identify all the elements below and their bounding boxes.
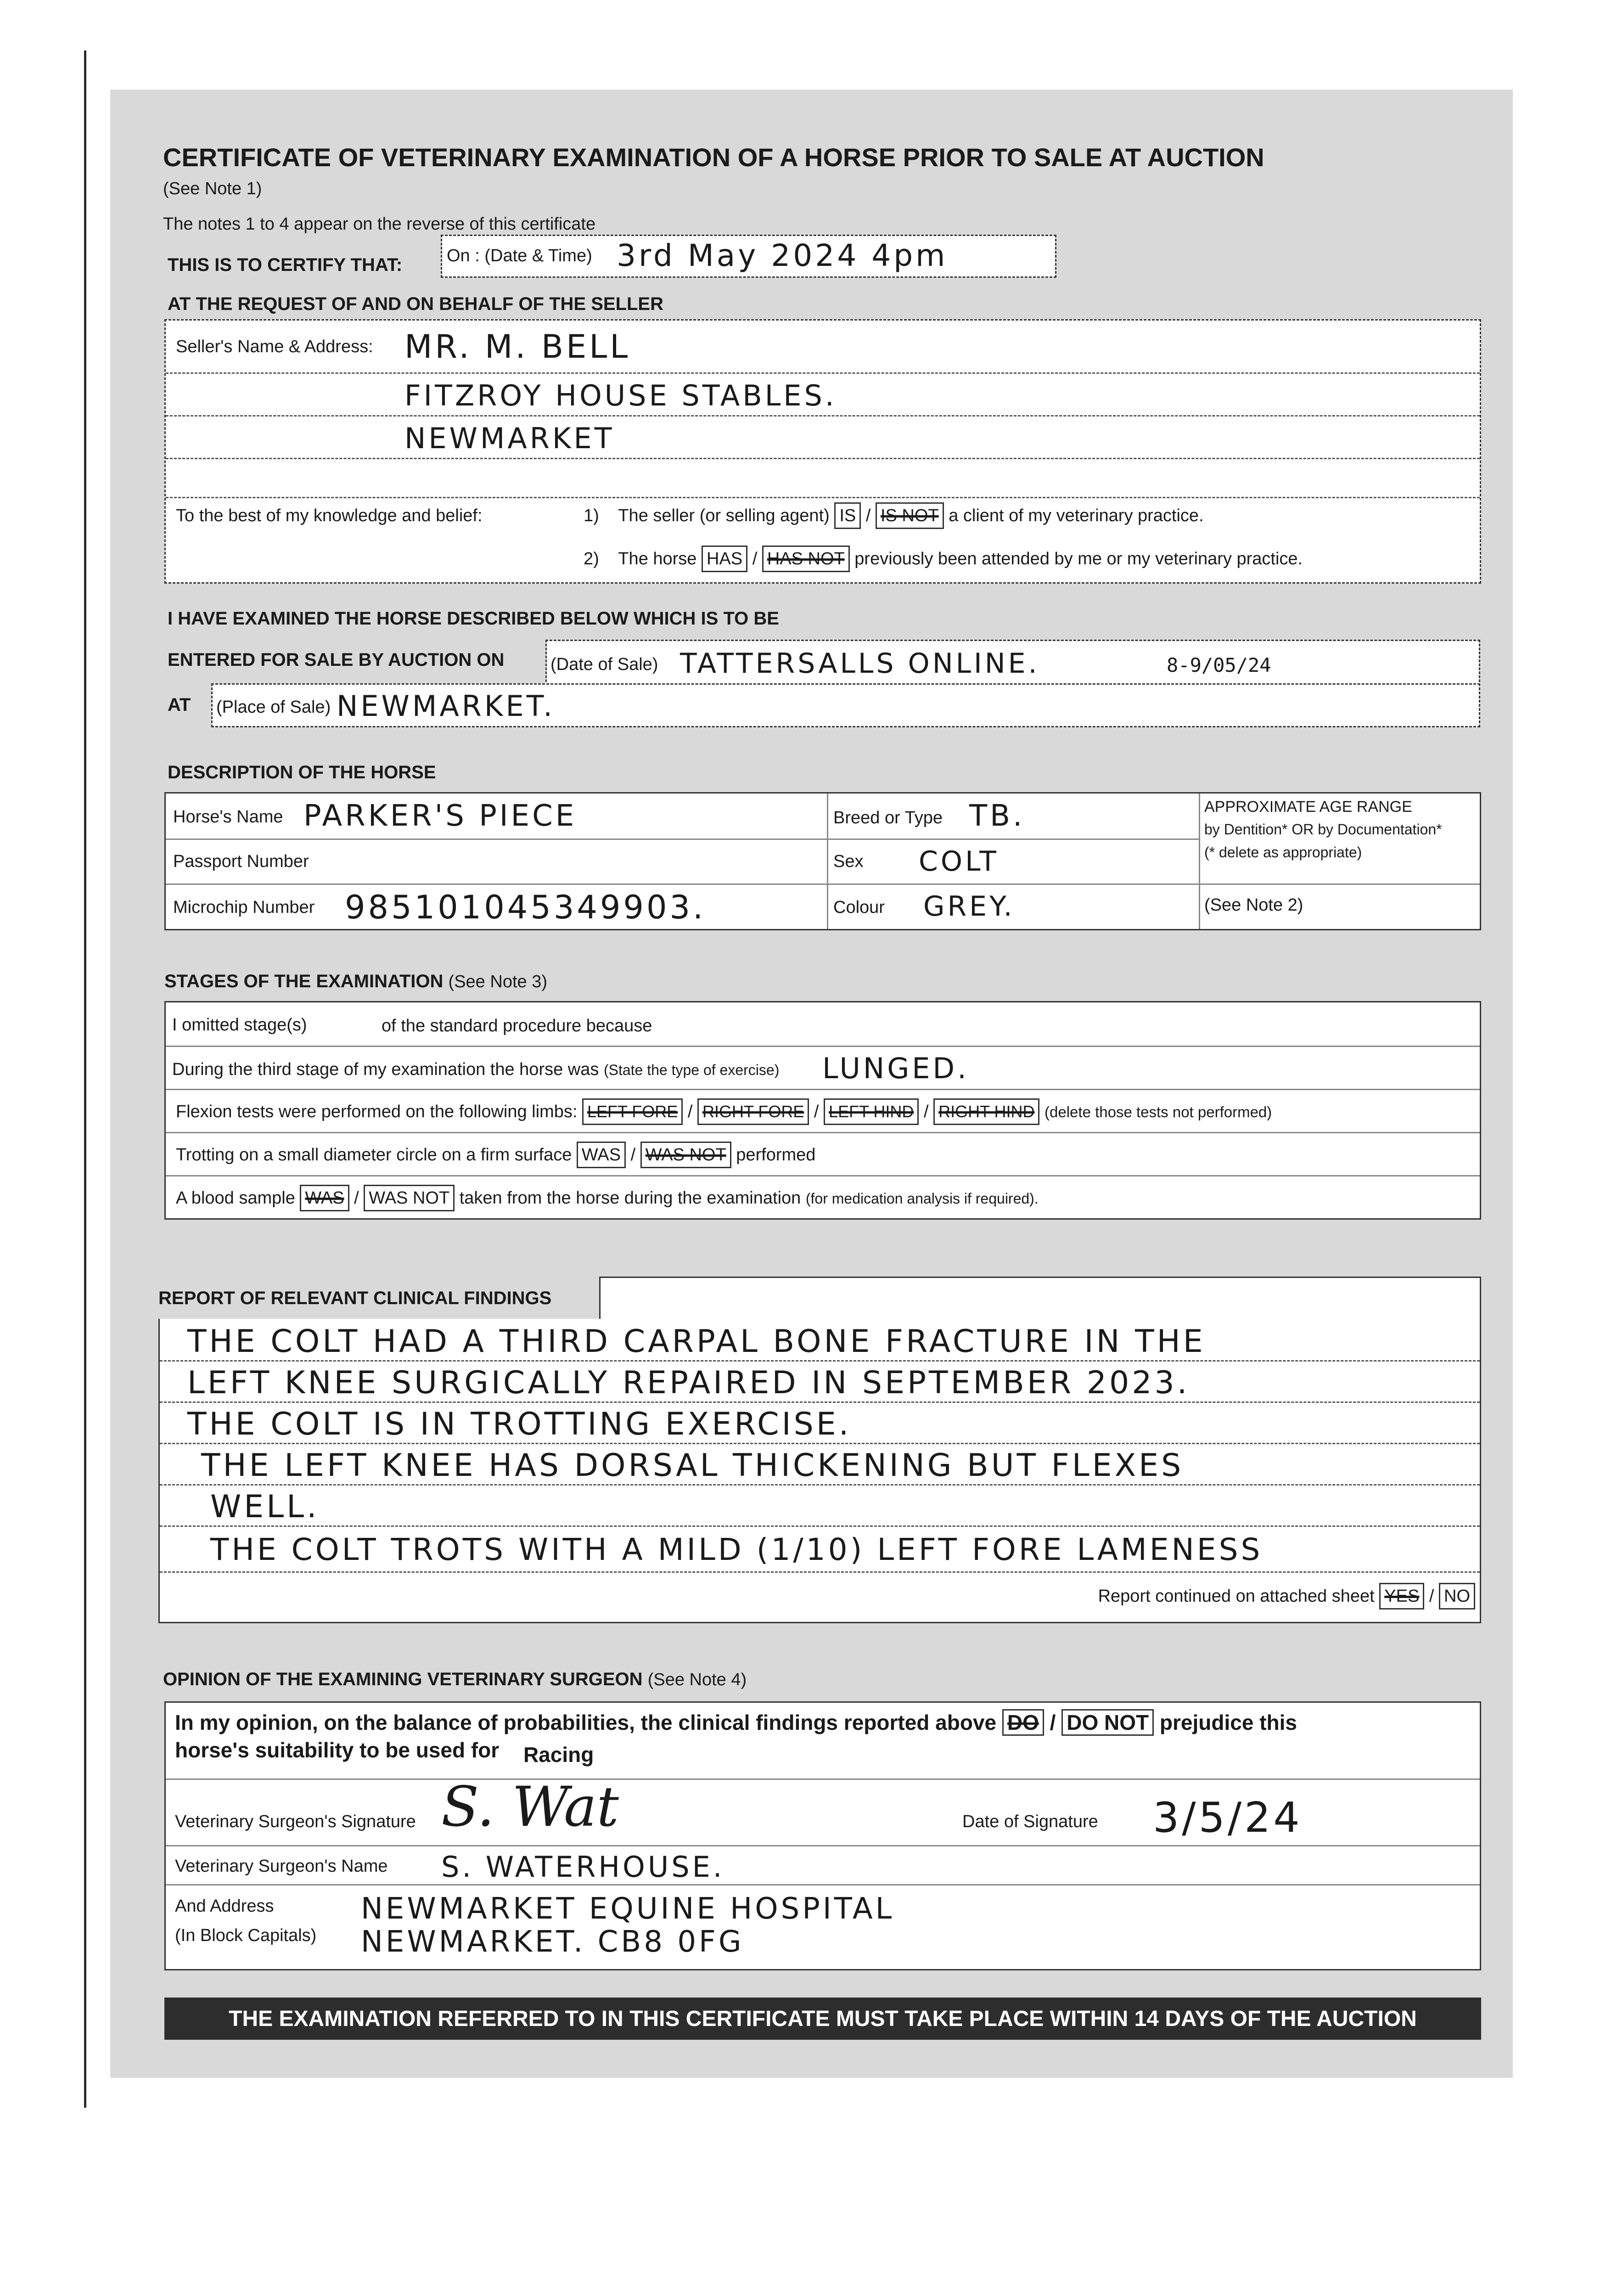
belief-number-1: 1) [584, 506, 599, 525]
third-stage-row [166, 1046, 1480, 1090]
microchip-label: Microchip Number [173, 898, 315, 917]
vet-address-line2: NEWMARKET. CB8 0FG [361, 1925, 744, 1959]
opinion-heading: OPINION OF THE EXAMINING VETERINARY SURGEON [163, 1669, 643, 1689]
report-line-2: LEFT KNEE SURGICALLY REPAIRED IN SEPTEMBER 2023. [187, 1365, 1190, 1401]
report-line-4: THE LEFT KNEE HAS DORSAL THICKENING BUT FLEXES [201, 1447, 1184, 1484]
blood-line [176, 1185, 1039, 1211]
opinion-text-3: horse's suitability to be used for [175, 1738, 500, 1762]
certificate-title: CERTIFICATE OF VETERINARY EXAMINATION OF A HORSE PRIOR TO SALE AT AUCTION [163, 143, 1264, 172]
report-line-1: THE COLT HAD A THIRD CARPAL BONE FRACTURE IN THE [187, 1323, 1206, 1360]
breed-label: Breed or Type [833, 808, 943, 827]
horse-name-value: PARKER'S PIECE [303, 799, 577, 833]
slash-7: / [354, 1188, 359, 1208]
blood-was-option[interactable]: WAS [300, 1185, 349, 1211]
entered-label: ENTERED FOR SALE BY AUCTION ON [168, 650, 505, 670]
stages-heading-wrap [164, 971, 547, 992]
see-note-1: (See Note 1) [163, 179, 262, 198]
footer-banner: THE EXAMINATION REFERRED TO IN THIS CERTIFICATE MUST TAKE PLACE WITHIN 14 DAYS OF THE AUCTION [164, 1998, 1481, 2040]
age-title: APPROXIMATE AGE RANGE [1204, 798, 1412, 816]
purpose-value: Racing [523, 1743, 594, 1767]
was-not-option[interactable]: WAS NOT [640, 1142, 731, 1168]
was-option[interactable]: WAS [577, 1142, 626, 1168]
flexion-note: (delete those tests not performed) [1045, 1103, 1272, 1120]
continued-no-option[interactable]: NO [1439, 1583, 1475, 1609]
seller-address-line1: FITZROY HOUSE STABLES. [404, 379, 837, 412]
description-heading: DESCRIPTION OF THE HORSE [168, 762, 436, 782]
date-sig-label: Date of Signature [962, 1812, 1098, 1831]
is-option[interactable]: IS [834, 502, 861, 529]
is-not-option[interactable]: IS NOT [876, 502, 944, 529]
trotting-row [166, 1132, 1480, 1176]
trotting-label: Trotting on a small diameter circle on a firm surface [176, 1145, 572, 1165]
slash-4: / [814, 1102, 819, 1121]
vet-name-value: S. WATERHOUSE. [441, 1850, 725, 1884]
place-of-sale-value: NEWMARKET. [337, 689, 555, 723]
right-hind-option[interactable]: RIGHT HIND [933, 1098, 1039, 1125]
seller-row-2 [166, 372, 1480, 416]
report-line-6: THE COLT TROTS WITH A MILD (1/10) LEFT FORE LAMENESS [210, 1532, 1263, 1567]
age-see-note: (See Note 2) [1204, 895, 1303, 915]
date-sig-value: 3/5/24 [1153, 1794, 1303, 1842]
flexion-label: Flexion tests were performed on the following limbs: [176, 1102, 578, 1121]
horse-left-col [166, 793, 828, 929]
page-margin-line [84, 51, 86, 2108]
report-heading: REPORT OF RELEVANT CLINICAL FINDINGS [158, 1288, 552, 1308]
stages-table [164, 1001, 1481, 1220]
blood-rest: taken from the horse during the examination [459, 1188, 801, 1208]
seller-row-1 [166, 321, 1480, 374]
slash-9: / [1050, 1711, 1056, 1734]
report-top-strip [599, 1277, 1481, 1320]
address-label-2: (In Block Capitals) [175, 1926, 317, 1945]
belief-s2-post: previously been attended by me or my veterinary practice. [854, 549, 1303, 568]
blood-was-not-option[interactable]: WAS NOT [364, 1185, 455, 1211]
slash-5: / [923, 1102, 929, 1121]
report-line-5: WELL. [210, 1489, 320, 1525]
examined-label: I HAVE EXAMINED THE HORSE DESCRIBED BELOW WHICH IS TO BE [168, 608, 779, 629]
passport-row [166, 838, 827, 885]
flexion-line [176, 1098, 1272, 1125]
horse-name-label: Horse's Name [173, 807, 283, 827]
blood-hint: (for medication analysis if required). [805, 1190, 1039, 1207]
opinion-statement [166, 1703, 1480, 1778]
left-hind-option[interactable]: LEFT HIND [824, 1098, 919, 1125]
certificate-sheet [110, 90, 1513, 2078]
continued-yes-option[interactable]: YES [1379, 1583, 1424, 1609]
third-stage-hint: (State the type of exercise) [603, 1062, 780, 1078]
slash-3: / [687, 1102, 693, 1121]
seller-address-line2: NEWMARKET [404, 422, 615, 455]
breed-row [827, 793, 1199, 838]
signature-label: Veterinary Surgeon's Signature [175, 1812, 416, 1831]
do-not-option[interactable]: DO NOT [1061, 1709, 1154, 1736]
slash-2: / [752, 549, 758, 568]
report-line-3: THE COLT IS IN TROTTING EXERCISE. [187, 1406, 852, 1442]
flexion-row [166, 1089, 1480, 1133]
left-fore-option[interactable]: LEFT FORE [582, 1098, 683, 1125]
opinion-heading-wrap [163, 1669, 747, 1690]
report-line-row-1 [160, 1319, 1480, 1362]
place-of-sale-field[interactable] [211, 683, 1480, 727]
age-divider [1199, 884, 1480, 885]
report-line-row-3 [160, 1401, 1480, 1444]
vet-name-label: Veterinary Surgeon's Name [175, 1857, 388, 1876]
exam-datetime-value: 3rd May 2024 4pm [617, 238, 948, 273]
signature-row [166, 1775, 1480, 1846]
report-continued [1098, 1583, 1475, 1609]
colour-label: Colour [833, 898, 885, 917]
opinion-line-1 [175, 1709, 1297, 1736]
opinion-box [164, 1701, 1481, 1970]
sex-label: Sex [833, 852, 864, 871]
colour-row [827, 884, 1199, 930]
opinion-line-2 [175, 1738, 594, 1767]
request-label: AT THE REQUEST OF AND ON BEHALF OF THE SELLER [168, 294, 663, 314]
report-line-row-2 [160, 1360, 1480, 1403]
certify-label: THIS IS TO CERTIFY THAT: [168, 255, 403, 275]
opinion-note: (See Note 4) [647, 1670, 747, 1689]
belief-s1-pre: The seller (or selling agent) [618, 506, 830, 525]
horse-name-row [166, 793, 827, 838]
blood-row [166, 1175, 1480, 1220]
seller-box [164, 319, 1481, 584]
slash-1: / [865, 506, 871, 525]
microchip-value: 985101045349903. [345, 889, 706, 926]
belief-statement-1 [584, 502, 1204, 529]
report-line-row-4 [160, 1443, 1480, 1486]
report-continued-label: Report continued on attached sheet [1098, 1587, 1375, 1606]
sex-value: COLT [919, 845, 999, 878]
seller-name: MR. M. BELL [404, 328, 631, 366]
signature-value: S. Wat [441, 1775, 619, 1839]
vet-address-row [166, 1884, 1480, 1970]
date-of-sale-value: TATTERSALLS ONLINE. [680, 647, 1040, 680]
belief-s1-post: a client of my veterinary practice. [949, 506, 1204, 525]
omitted-rest: of the standard procedure because [382, 1016, 652, 1035]
seller-row-4 [166, 458, 1480, 498]
do-option[interactable]: DO [1002, 1709, 1044, 1736]
breed-value: TB. [969, 799, 1025, 833]
belief-number-2: 2) [584, 549, 599, 568]
slash-8: / [1429, 1587, 1434, 1606]
belief-s2-pre: The horse [618, 549, 697, 568]
opinion-text-2: prejudice this [1159, 1711, 1297, 1734]
report-line-row-5 [160, 1484, 1480, 1527]
exam-datetime-field[interactable] [441, 235, 1056, 278]
age-range-col [1199, 793, 1480, 929]
stages-note: (See Note 3) [448, 972, 547, 991]
belief-section [166, 497, 1480, 582]
place-of-sale-label: (Place of Sale) [216, 698, 331, 717]
horse-description-table [164, 792, 1481, 930]
on-label: On : (Date & Time) [447, 246, 592, 265]
passport-label: Passport Number [173, 852, 309, 871]
belief-statement-2 [584, 546, 1303, 572]
seller-label: Seller's Name & Address: [176, 337, 373, 356]
age-by: by Dentition* OR by Documentation* [1204, 821, 1442, 838]
omitted-row [166, 1002, 1480, 1046]
omitted-label: I omitted stage(s) [172, 1015, 307, 1035]
blood-label: A blood sample [176, 1188, 295, 1208]
third-stage-label [172, 1060, 779, 1080]
right-fore-option[interactable]: RIGHT FORE [697, 1098, 809, 1125]
belief-label: To the best of my knowledge and belief: [176, 506, 483, 525]
vet-address-line1: NEWMARKET EQUINE HOSPITAL [361, 1892, 895, 1926]
horse-middle-col [827, 793, 1200, 929]
age-delete-note: (* delete as appropriate) [1204, 844, 1362, 861]
address-label-1: And Address [175, 1896, 274, 1916]
colour-value: GREY. [923, 890, 1015, 923]
has-not-option[interactable]: HAS NOT [762, 546, 850, 572]
report-box [158, 1319, 1481, 1623]
sex-row [827, 838, 1199, 885]
vet-name-row [166, 1845, 1480, 1885]
third-stage-value: LUNGED. [822, 1052, 969, 1085]
slash-6: / [630, 1145, 636, 1165]
opinion-text-1: In my opinion, on the balance of probabilities, the clinical findings reported above [175, 1711, 997, 1734]
date-of-sale-label: (Date of Sale) [550, 655, 658, 674]
date-of-sale-field[interactable] [545, 640, 1480, 686]
seller-row-3 [166, 415, 1480, 459]
trotting-line [176, 1142, 815, 1168]
has-option[interactable]: HAS [702, 546, 747, 572]
report-line-row-6 [160, 1525, 1480, 1573]
performed-text: performed [736, 1145, 816, 1165]
at-label: AT [168, 695, 191, 715]
microchip-row [166, 884, 827, 930]
stages-heading: STAGES OF THE EXAMINATION [164, 971, 444, 991]
third-stage-text: During the third stage of my examination the horse was [172, 1060, 599, 1079]
date-of-sale-typed: 8-9/05/24 [1167, 654, 1271, 676]
report-heading-tab [158, 1277, 618, 1320]
notes-intro: The notes 1 to 4 appear on the reverse of this certificate [163, 214, 596, 234]
